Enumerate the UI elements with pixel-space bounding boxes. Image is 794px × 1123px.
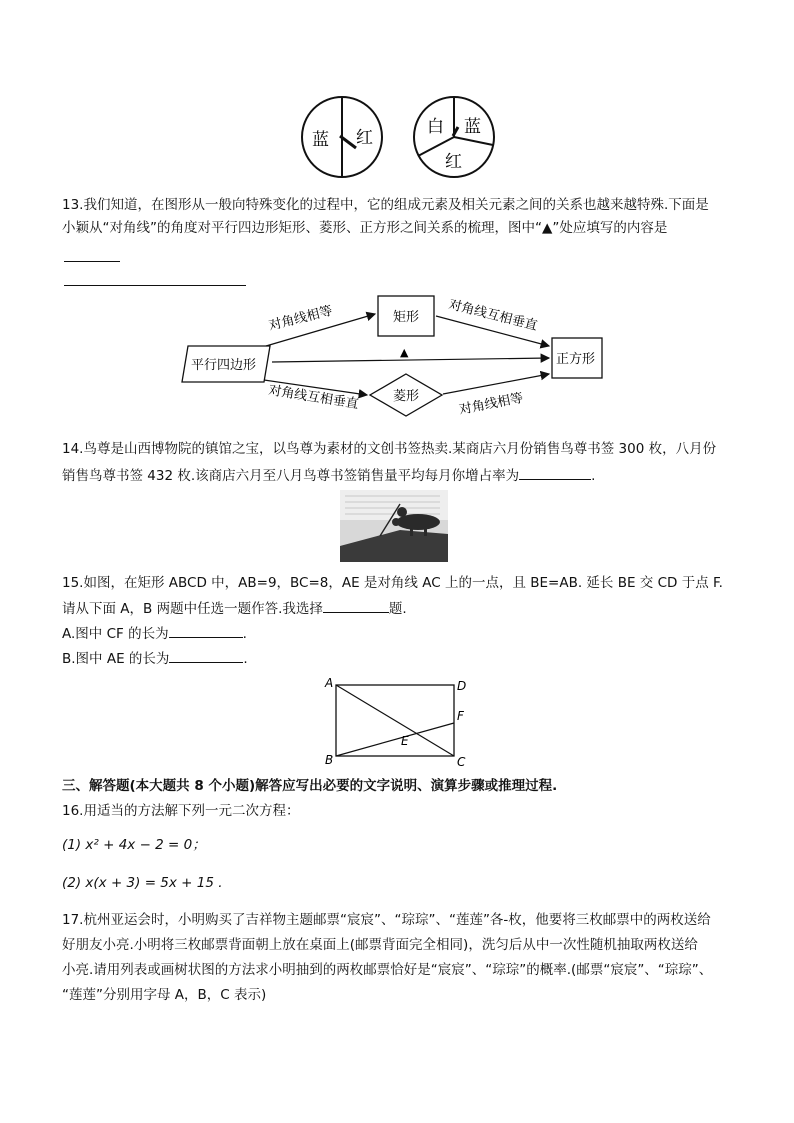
q14-line2-text: 销售鸟尊书签 432 枚.该商店六月至八月鸟尊书签销售量平均每月你增占率为 (62, 468, 520, 484)
q14-answer-blank[interactable] (519, 466, 591, 480)
q15-option-a-blank[interactable] (169, 624, 243, 638)
edge-label-para-rect: 对角线相等 (267, 303, 335, 334)
spinner-right-label-white: 白 (427, 117, 444, 137)
q14-line2-end: . (591, 468, 596, 484)
arrow-para-to-square (272, 358, 549, 362)
q14-line1: 14.鸟尊是山西博物院的镇馆之宝，以鸟尊为素材的文创书签热卖.某商店六月份销售鸟尊书签 300 枚，八月份 (62, 441, 717, 457)
edge-label-rect-square: 对角线互相垂直 (447, 297, 539, 334)
quadrilateral-diagram (170, 290, 610, 420)
q15-choice-blank[interactable] (323, 599, 389, 613)
q17-line2: 好朋友小亮.小明将三枚邮票背面朝上放在桌面上(邮票背面完全相同)，洗匀后从中一次性随机抽取两枚送给 (62, 937, 698, 953)
q15-option-b-text: B.图中 AE 的长为 (62, 651, 170, 667)
q13-line1: 13.我们知道，在图形从一般向特殊变化的过程中，它的组成元素及相关元素之间的关系也越来越特殊.下面是 (62, 197, 709, 213)
spinner-left (302, 97, 382, 177)
q16-intro: 16.用适当的方法解下列一元二次方程： (62, 803, 300, 819)
edge-label-para-rhombus: 对角线互相垂直 (267, 383, 360, 413)
label-e: E (401, 734, 409, 748)
label-c: C (457, 755, 466, 769)
q15-option-a (62, 624, 247, 643)
q15-line2 (62, 599, 407, 618)
label-b: B (325, 753, 334, 767)
q17-line4: “莲莲”分别用字母 A，B，C 表示) (62, 987, 267, 1003)
q17-line3: 小亮.请用列表或画树状图的方法求小明抽到的两枚邮票恰好是“宸宸”、“琮琮”的概率.(邮票“宸宸”、“琮琮”、 (62, 962, 713, 978)
q13-answer-blank-1[interactable] (64, 248, 120, 262)
q15-line2-text: 请从下面 A，B 两题中任选一题作答.我选择 (62, 601, 323, 617)
q14-line2 (62, 466, 595, 485)
q15-option-a-text: A.图中 CF 的长为 (62, 626, 169, 642)
q15-option-a-period: . (242, 626, 247, 642)
q16-part2: (2) x(x + 3) = 5x + 15 . (62, 875, 223, 891)
segment-bf (336, 723, 454, 756)
square-label: 正方形 (556, 352, 596, 367)
bird-zun-photo (340, 490, 448, 562)
parallelogram-label: 平行四边形 (191, 358, 257, 373)
rhombus-label: 菱形 (393, 389, 420, 404)
q15-line2-end: 题. (388, 601, 407, 617)
bird-zun-image (340, 490, 448, 562)
spinner-left-label-red: 红 (356, 128, 373, 148)
diagonal-ac (336, 685, 454, 756)
arrow-rhombus-to-square (443, 374, 549, 394)
q15-line1: 15.如图，在矩形 ABCD 中，AB=9，BC=8，AE 是对角线 AC 上的一点，且 BE=AB. 延长 BE 交 CD 于点 F. (62, 575, 723, 591)
q15-option-b-blank[interactable] (169, 649, 243, 663)
spinner-right (414, 97, 494, 177)
q17-line1: 17.杭州亚运会时，小明购买了吉祥物主题邮票“宸宸”、“琮琮”、“莲莲”各-枚，他要将三枚邮票中的两枚送给 (62, 912, 711, 928)
spinner-right-label-blue: 蓝 (464, 117, 481, 137)
q13-answer-blank-2[interactable] (64, 272, 246, 286)
q16-part1: (1) x² + 4x − 2 = 0； (62, 837, 206, 853)
rectangle-label: 矩形 (393, 310, 420, 325)
edge-label-rhombus-square: 对角线相等 (457, 390, 525, 418)
label-d: D (457, 679, 467, 693)
q15-option-b-period: . (243, 651, 248, 667)
spinner-figures (290, 92, 500, 182)
q15-option-b (62, 649, 248, 668)
spinner-right-label-red: 红 (445, 152, 462, 172)
section-3-heading: 三、解答题(本大题共 8 个小题)解答应写出必要的文字说明、演算步骤或推理过程. (62, 778, 558, 794)
triangle-mark: ▲ (400, 346, 409, 359)
spinner-left-label-blue: 蓝 (312, 130, 329, 150)
label-a: A (325, 676, 334, 690)
label-f: F (457, 709, 464, 723)
q13-line2: 小颖从“对角线”的角度对平行四边形矩形、菱形、正方形之间关系的梳理，图中“▲”处应填写的内容是 (62, 220, 668, 236)
rectangle-abcd-figure (320, 672, 480, 772)
